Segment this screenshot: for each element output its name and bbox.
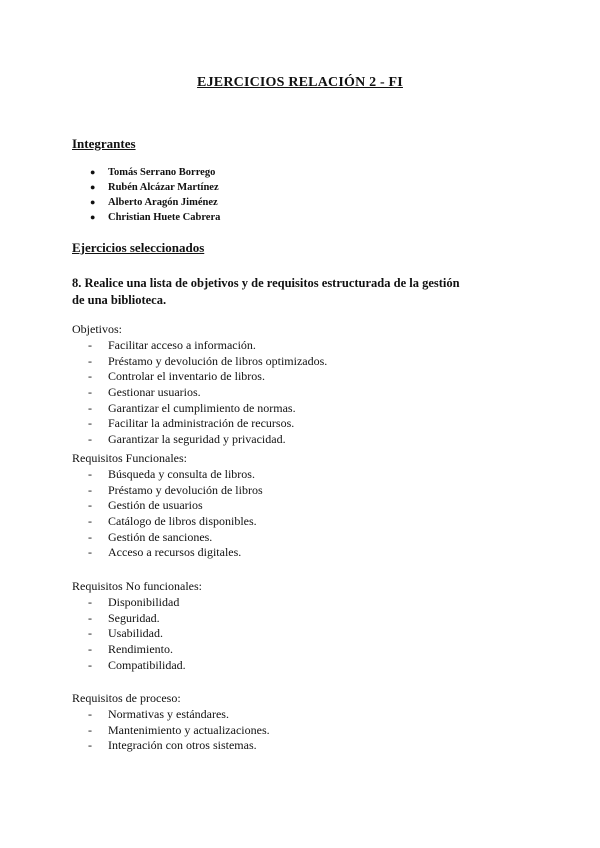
dash-icon: -: [88, 707, 92, 721]
objetivos-list: [88, 338, 327, 448]
bullet-icon: ●: [90, 197, 96, 207]
proceso-label: Requisitos de proceso:: [72, 691, 181, 705]
list-item-text: Garantizar el cumplimiento de normas.: [108, 400, 296, 415]
list-item: [88, 385, 327, 401]
dash-icon: -: [88, 353, 92, 368]
dash-icon: -: [88, 432, 92, 447]
list-item-text: Gestión de sanciones.: [108, 529, 213, 544]
list-item: [88, 498, 263, 514]
list-item: [88, 467, 263, 483]
list-item-text: Facilitar acceso a información.: [108, 338, 256, 352]
list-item: [88, 595, 186, 611]
no-funcionales-list: [88, 595, 186, 673]
exercises-heading: Ejercicios seleccionados: [72, 240, 205, 255]
list-item-text: Préstamo y devolución de libros optimizados.: [108, 353, 328, 368]
proceso-list: [88, 707, 270, 754]
list-item-text: Gestión de usuarios: [108, 498, 203, 513]
bullet-icon: ●: [90, 182, 96, 192]
list-item-text: Normativas y estándares.: [108, 707, 229, 721]
members-heading: Integrantes: [72, 136, 136, 151]
dash-icon: -: [88, 657, 92, 672]
exercise-title: [72, 275, 472, 309]
list-item: [88, 723, 270, 739]
dash-icon: -: [88, 416, 92, 431]
member-item: [90, 195, 220, 210]
dash-icon: -: [88, 385, 92, 400]
dash-icon: -: [88, 610, 92, 625]
list-item-text: Búsqueda y consulta de libros.: [108, 467, 255, 481]
list-item: [88, 626, 186, 642]
dash-icon: -: [88, 595, 92, 609]
member-item: [90, 165, 220, 180]
dash-icon: -: [88, 626, 92, 641]
list-item: [88, 514, 263, 530]
dash-icon: -: [88, 400, 92, 415]
dash-icon: -: [88, 738, 92, 753]
no-funcionales-label: Requisitos No funcionales:: [72, 579, 202, 593]
list-item: [88, 658, 186, 674]
list-item-text: Rendimiento.: [108, 642, 173, 657]
list-item: [88, 530, 263, 546]
list-item-text: Seguridad.: [108, 610, 160, 625]
list-item-text: Integración con otros sistemas.: [108, 738, 257, 753]
list-item-text: Préstamo y devolución de libros: [108, 482, 263, 497]
exercise-title-line: de una biblioteca.: [72, 293, 167, 307]
list-item-text: Garantizar la seguridad y privacidad.: [108, 432, 286, 447]
list-item: [88, 416, 327, 432]
member-item: [90, 180, 220, 195]
dash-icon: -: [88, 338, 92, 352]
list-item: [88, 707, 270, 723]
dash-icon: -: [88, 514, 92, 529]
list-item-text: Facilitar la administración de recursos.: [108, 416, 295, 431]
dash-icon: -: [88, 369, 92, 384]
list-item: [88, 354, 327, 370]
bullet-icon: ●: [90, 212, 96, 222]
list-item-text: Disponibilidad: [108, 595, 180, 609]
dash-icon: -: [88, 482, 92, 497]
list-item-text: Controlar el inventario de libros.: [108, 369, 265, 384]
dash-icon: -: [88, 722, 92, 737]
list-item: [88, 545, 263, 561]
member-name: Christian Huete Cabrera: [108, 212, 221, 223]
dash-icon: -: [88, 498, 92, 513]
list-item-text: Mantenimiento y actualizaciones.: [108, 722, 270, 737]
list-item: [88, 369, 327, 385]
member-item: [90, 210, 220, 225]
member-name: Tomás Serrano Borrego: [108, 167, 216, 178]
list-item: [88, 611, 186, 627]
list-item: [88, 338, 327, 354]
bullet-icon: ●: [90, 167, 96, 177]
dash-icon: -: [88, 642, 92, 657]
list-item: [88, 401, 327, 417]
funcionales-label: Requisitos Funcionales:: [72, 451, 187, 465]
members-list: [90, 165, 220, 225]
list-item-text: Catálogo de libros disponibles.: [108, 514, 257, 529]
list-item-text: Usabilidad.: [108, 626, 163, 641]
list-item: [88, 738, 270, 754]
list-item-text: Acceso a recursos digitales.: [108, 545, 242, 560]
dash-icon: -: [88, 545, 92, 560]
funcionales-list: [88, 467, 263, 561]
list-item: [88, 483, 263, 499]
list-item-text: Compatibilidad.: [108, 657, 186, 672]
list-item-text: Gestionar usuarios.: [108, 385, 201, 400]
list-item: [88, 432, 327, 448]
document-title: EJERCICIOS RELACIÓN 2 - FI: [197, 75, 403, 90]
dash-icon: -: [88, 529, 92, 544]
member-name: Rubén Alcázar Martínez: [108, 182, 219, 193]
member-name: Alberto Aragón Jiménez: [108, 197, 218, 208]
objetivos-label: Objetivos:: [72, 322, 122, 336]
dash-icon: -: [88, 467, 92, 481]
exercise-title-line: 8. Realice una lista de objetivos y de requisitos estructurada de la gestión: [72, 276, 460, 290]
list-item: [88, 642, 186, 658]
